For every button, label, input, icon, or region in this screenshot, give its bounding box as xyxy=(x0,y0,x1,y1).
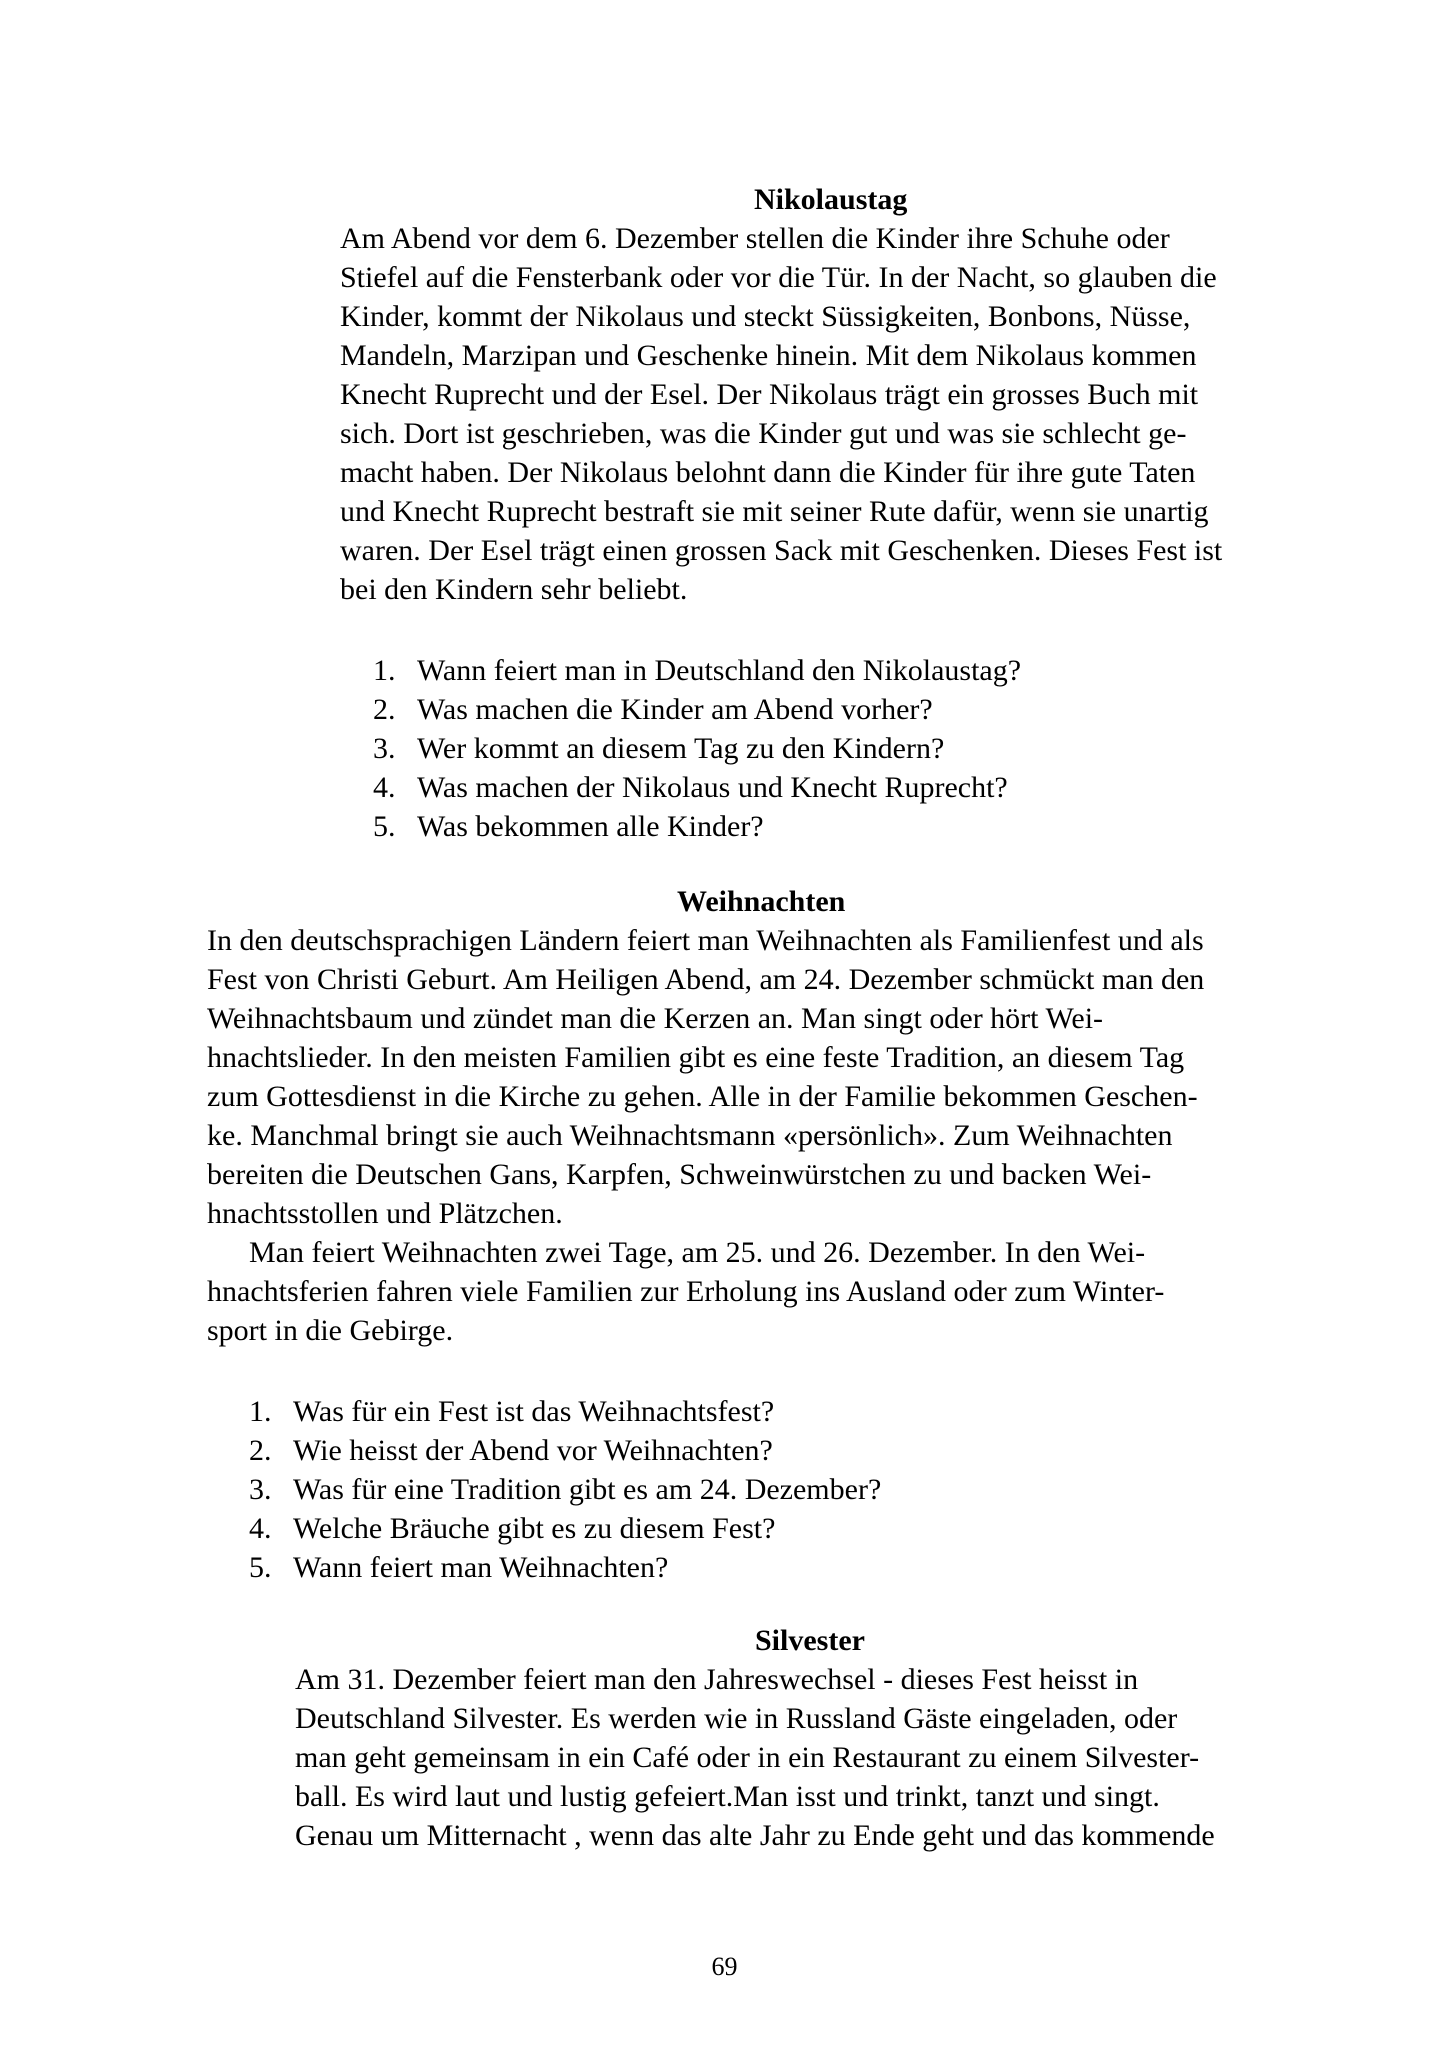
text-line: macht haben. Der Nikolaus belohnt dann die Kinder für ihre gute Taten xyxy=(340,456,1196,489)
paragraph xyxy=(340,219,1340,609)
text-line: man geht gemeinsam in ein Café oder in ein Restaurant zu einem Silvester- xyxy=(295,1741,1200,1774)
list-item xyxy=(249,1431,881,1470)
list-item xyxy=(373,768,1021,807)
text-line: waren. Der Esel trägt einen grossen Sack mit Geschenken. Dieses Fest ist xyxy=(340,534,1223,567)
text-line: bereiten die Deutschen Gans, Karpfen, Schweinwürstchen zu und backen Wei- xyxy=(207,1158,1152,1191)
section-silvester xyxy=(295,1621,1355,1855)
paragraph xyxy=(207,921,1337,1233)
text-line: hnachtsferien fahren viele Familien zur Erholung ins Ausland oder zum Winter- xyxy=(207,1275,1165,1308)
list-item xyxy=(373,690,1021,729)
text-line: ball. Es wird laut und lustig gefeiert.Man isst und trinkt, tanzt und singt. xyxy=(295,1780,1160,1813)
text-line: ke. Manchmal bringt sie auch Weihnachtsmann «persönlich». Zum Weihnachten xyxy=(207,1119,1173,1152)
text-line: Am 31. Dezember feiert man den Jahreswechsel - dieses Fest heisst in xyxy=(295,1663,1139,1696)
text-line: Man feiert Weihnachten zwei Tage, am 25. und 26. Dezember. In den Wei- xyxy=(249,1236,1146,1269)
question-text: Wer kommt an diesem Tag zu den Kindern? xyxy=(417,732,945,765)
list-item xyxy=(373,807,1021,846)
text-line: Weihnachtsbaum und zündet man die Kerzen an. Man singt oder hört Wei- xyxy=(207,1002,1104,1035)
question-text: Wann feiert man Weihnachten? xyxy=(293,1551,669,1584)
text-line: Deutschland Silvester. Es werden wie in Russland Gäste eingeladen, oder xyxy=(295,1702,1178,1735)
list-item xyxy=(373,651,1021,690)
question-number: 2. xyxy=(249,1434,272,1467)
text-line: Knecht Ruprecht und der Esel. Der Nikolaus trägt ein grosses Buch mit xyxy=(340,378,1199,411)
list-item xyxy=(249,1470,881,1509)
question-number: 4. xyxy=(249,1512,272,1545)
section-title: Silvester xyxy=(755,1624,865,1657)
question-number: 4. xyxy=(373,771,396,804)
question-number: 1. xyxy=(373,654,396,687)
text-line: Am Abend vor dem 6. Dezember stellen die Kinder ihre Schuhe oder xyxy=(340,222,1170,255)
text-line: Mandeln, Marzipan und Geschenke hinein. Mit dem Nikolaus kommen xyxy=(340,339,1197,372)
question-text: Was bekommen alle Kinder? xyxy=(417,810,764,843)
paragraph xyxy=(295,1660,1355,1855)
question-text: Was machen der Nikolaus und Knecht Ruprecht? xyxy=(417,771,1008,804)
questions-list-weihnachten xyxy=(249,1392,881,1587)
question-number: 3. xyxy=(373,732,396,765)
section-title: Nikolaustag xyxy=(754,183,908,216)
text-line: und Knecht Ruprecht bestraft sie mit seiner Rute dafür, wenn sie unartig xyxy=(340,495,1209,528)
question-number: 5. xyxy=(373,810,396,843)
section-nikolaustag xyxy=(340,180,1340,609)
text-line: Genau um Mitternacht , wenn das alte Jahr zu Ende geht und das kommende xyxy=(295,1819,1215,1852)
question-number: 1. xyxy=(249,1395,272,1428)
text-line: Stiefel auf die Fensterbank oder vor die Tür. In der Nacht, so glauben die xyxy=(340,261,1217,294)
text-line: zum Gottesdienst in die Kirche zu gehen. Alle in der Familie bekommen Geschen- xyxy=(207,1080,1198,1113)
question-number: 3. xyxy=(249,1473,272,1506)
question-text: Was für eine Tradition gibt es am 24. Dezember? xyxy=(293,1473,882,1506)
page-number: 69 xyxy=(711,1952,738,1981)
text-line: Kinder, kommt der Nikolaus und steckt Süssigkeiten, Bonbons, Nüsse, xyxy=(340,300,1191,333)
question-text: Was machen die Kinder am Abend vorher? xyxy=(417,693,933,726)
question-text: Welche Bräuche gibt es zu diesem Fest? xyxy=(293,1512,776,1545)
section-weihnachten xyxy=(207,882,1337,1350)
text-line: In den deutschsprachigen Ländern feiert man Weihnachten als Familienfest und als xyxy=(207,924,1204,957)
text-line: hnachtslieder. In den meisten Familien gibt es eine feste Tradition, an diesem Tag xyxy=(207,1041,1185,1074)
question-text: Was für ein Fest ist das Weihnachtsfest? xyxy=(293,1395,775,1428)
list-item xyxy=(249,1548,881,1587)
text-line: hnachtsstollen und Plätzchen. xyxy=(207,1197,563,1230)
paragraph xyxy=(207,1233,1337,1350)
text-line: Fest von Christi Geburt. Am Heiligen Abend, am 24. Dezember schmückt man den xyxy=(207,963,1205,996)
question-text: Wie heisst der Abend vor Weihnachten? xyxy=(293,1434,773,1467)
question-number: 2. xyxy=(373,693,396,726)
text-line: sport in die Gebirge. xyxy=(207,1314,454,1347)
list-item xyxy=(373,729,1021,768)
question-text: Wann feiert man in Deutschland den Nikolaustag? xyxy=(417,654,1022,687)
questions-list-nikolaustag xyxy=(373,651,1021,846)
text-line: sich. Dort ist geschrieben, was die Kinder gut und was sie schlecht ge- xyxy=(340,417,1187,450)
list-item xyxy=(249,1509,881,1548)
list-item xyxy=(249,1392,881,1431)
text-line: bei den Kindern sehr beliebt. xyxy=(340,573,688,606)
question-number: 5. xyxy=(249,1551,272,1584)
section-title: Weihnachten xyxy=(677,885,846,918)
